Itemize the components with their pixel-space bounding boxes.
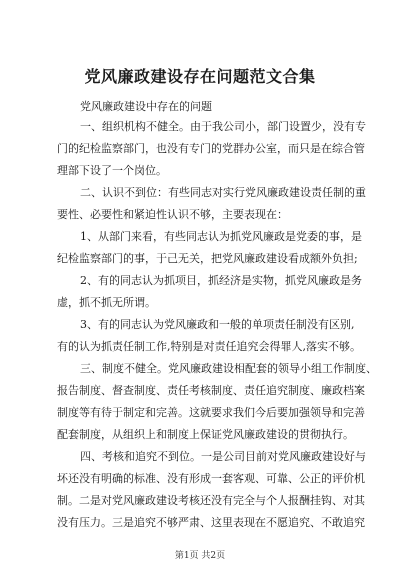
document-subtitle: 党风廉政建设中存在的问题 <box>80 100 212 113</box>
paragraph-line: 有的认为抓责任制工作,特别是对责任追究会得罪人,落实不够。 <box>57 340 361 353</box>
page-footer: 第1页 共2页 <box>174 551 226 561</box>
paragraph-line: 四、考核和追究不到位。一是公司目前对党风廉政建设好与 <box>80 450 366 463</box>
paragraph-line: 三、制度不健全。党风廉政建设相配套的领导小组工作制度、 <box>80 362 377 375</box>
paragraph-line: 制度等有待于制定和完善。这就要求我们今后要加强领导和完善 <box>57 406 365 419</box>
paragraph-line: 2、有的同志认为抓项目，抓经济是实物，抓党风廉政是务 <box>80 274 362 287</box>
paragraph-line: 二、认识不到位：有些同志对实行党风廉政建设责任制的重 <box>80 186 366 199</box>
paragraph-line: 理部下设了一个岗位。 <box>57 164 167 177</box>
paragraph-line: 3、有的同志认为党风廉政和一般的单项责任制没有区别, <box>80 318 355 331</box>
paragraph-line: 配套制度，从组织上和制度上保证党风廉政建设的贯彻执行。 <box>57 428 354 441</box>
document-title: 党风廉政建设存在问题范文合集 <box>84 67 316 86</box>
paragraph-line: 要性、必要性和紧迫性认识不够，主要表现在： <box>57 208 288 221</box>
paragraph-line: 虚，抓不抓无所谓。 <box>57 296 156 309</box>
paragraph-line: 一、组织机构不健全。由于我公司小，部门设置少，没有专 <box>80 120 366 133</box>
paragraph-line: 没有压力。三是追究不够严肃、这里表现在不愿追究、不敢追究 <box>57 516 365 529</box>
paragraph-line: 门的纪检监察部门，也没有专门的党群办公室，而只是在综合管 <box>57 142 365 155</box>
paragraph-line: 1、从部门来看，有些同志认为抓党风廉政是党委的事，是 <box>80 230 362 243</box>
paragraph-line: 制。二是对党风廉政建设考核还没有完全与个人报酬挂钩、对其 <box>57 494 365 507</box>
paragraph-line: 报告制度、督查制度、责任考核制度、责任追究制度、廉政档案 <box>57 384 365 397</box>
paragraph-line: 纪检监察部门的事，于己无关，把党风廉政建设看成额外负担; <box>57 252 358 265</box>
paragraph-line: 坏还没有明确的标准、没有形成一套客观、可靠、公正的评价机 <box>57 472 365 485</box>
